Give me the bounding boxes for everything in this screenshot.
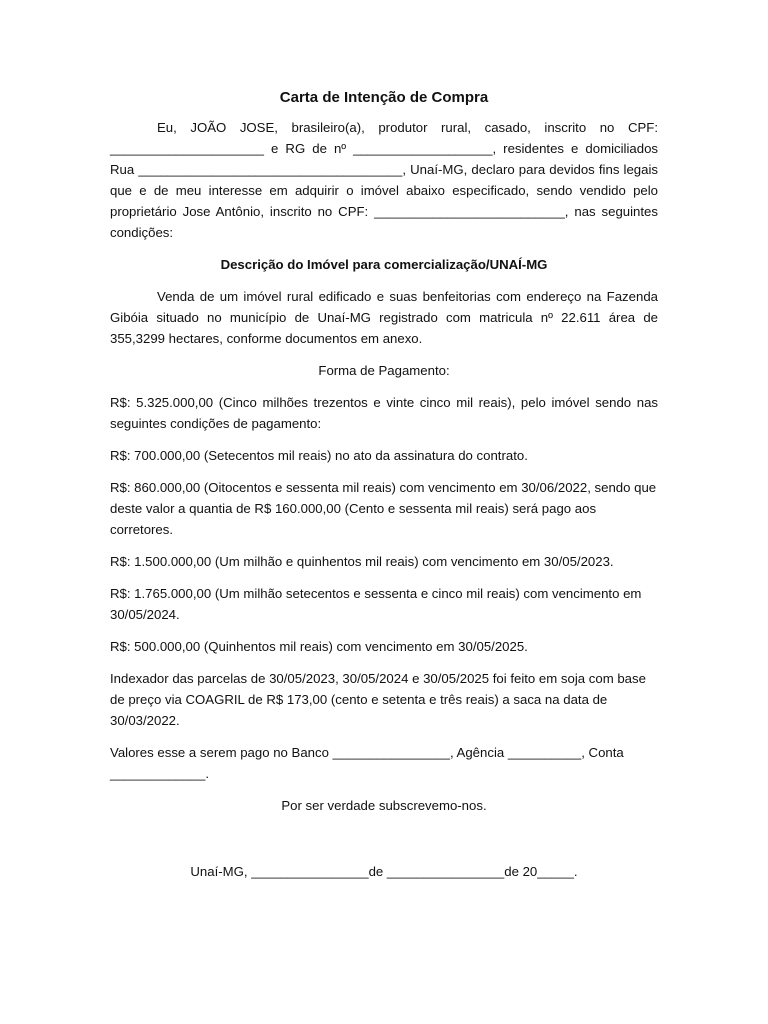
property-description: Venda de um imóvel rural edificado e suas benfeitorias com endereço na Fazenda Gibóia situado no município de Unaí-MG registrado com matricula nº 22.611 área de 355,3299 hectares, conforme documentos em anexo. [110,289,658,346]
closing-text: Por ser verdade subscrevemo-nos. [281,798,487,813]
document-title: Carta de Intenção de Compra [279,89,489,106]
payment-item: R$: 700.000,00 (Setecentos mil reais) no ato da assinatura do contrato. [110,448,528,463]
payment-total: R$: 5.325.000,00 (Cinco milhões trezentos e vinte cinco mil reais), pelo imóvel sendo nas seguintes condições de pagamento: [110,395,658,431]
payment-item: R$: 500.000,00 (Quinhentos mil reais) com vencimento em 30/05/2025. [110,639,528,654]
property-heading: Descrição do Imóvel para comercialização/UNAÍ-MG [220,257,548,272]
intro-paragraph: Eu, JOÃO JOSE, brasileiro(a), produtor rural, casado, inscrito no CPF: _____________________ e RG de nº ___________________, residentes e domiciliados Rua ____________________________________, Unaí-MG, declaro para devidos fins legais que e de meu interesse em adquirir o imóvel abaixo especificado, sendo vendido pelo proprietário Jose Antônio, inscrito no CPF: __________________________, nas seguintes condições: [110,120,658,240]
indexer-paragraph: Indexador das parcelas de 30/05/2023, 30/05/2024 e 30/05/2025 foi feito em soja com base de preço via COAGRIL de R$ 173,00 (cento e setenta e três reais) a saca na data de 30/03/2022. [110,671,646,728]
signature-line: Unaí-MG, ________________de ________________de 20_____. [190,864,578,879]
payment-item: R$: 1.765.000,00 (Um milhão setecentos e sessenta e cinco mil reais) com vencimento em 30/05/2024. [110,586,642,622]
bank-info: Valores esse a serem pago no Banco ________________, Agência __________, Conta _____________. [110,745,624,781]
payment-item: R$: 860.000,00 (Oitocentos e sessenta mil reais) com vencimento em 30/06/2022, sendo que deste valor a quantia de R$ 160.000,00 (Cento e sessenta mil reais) será pago aos corretores. [110,480,657,537]
document-body [110,88,658,893]
payment-item: R$: 1.500.000,00 (Um milhão e quinhentos mil reais) com vencimento em 30/05/2023. [110,554,614,569]
payment-heading: Forma de Pagamento: [318,363,450,378]
